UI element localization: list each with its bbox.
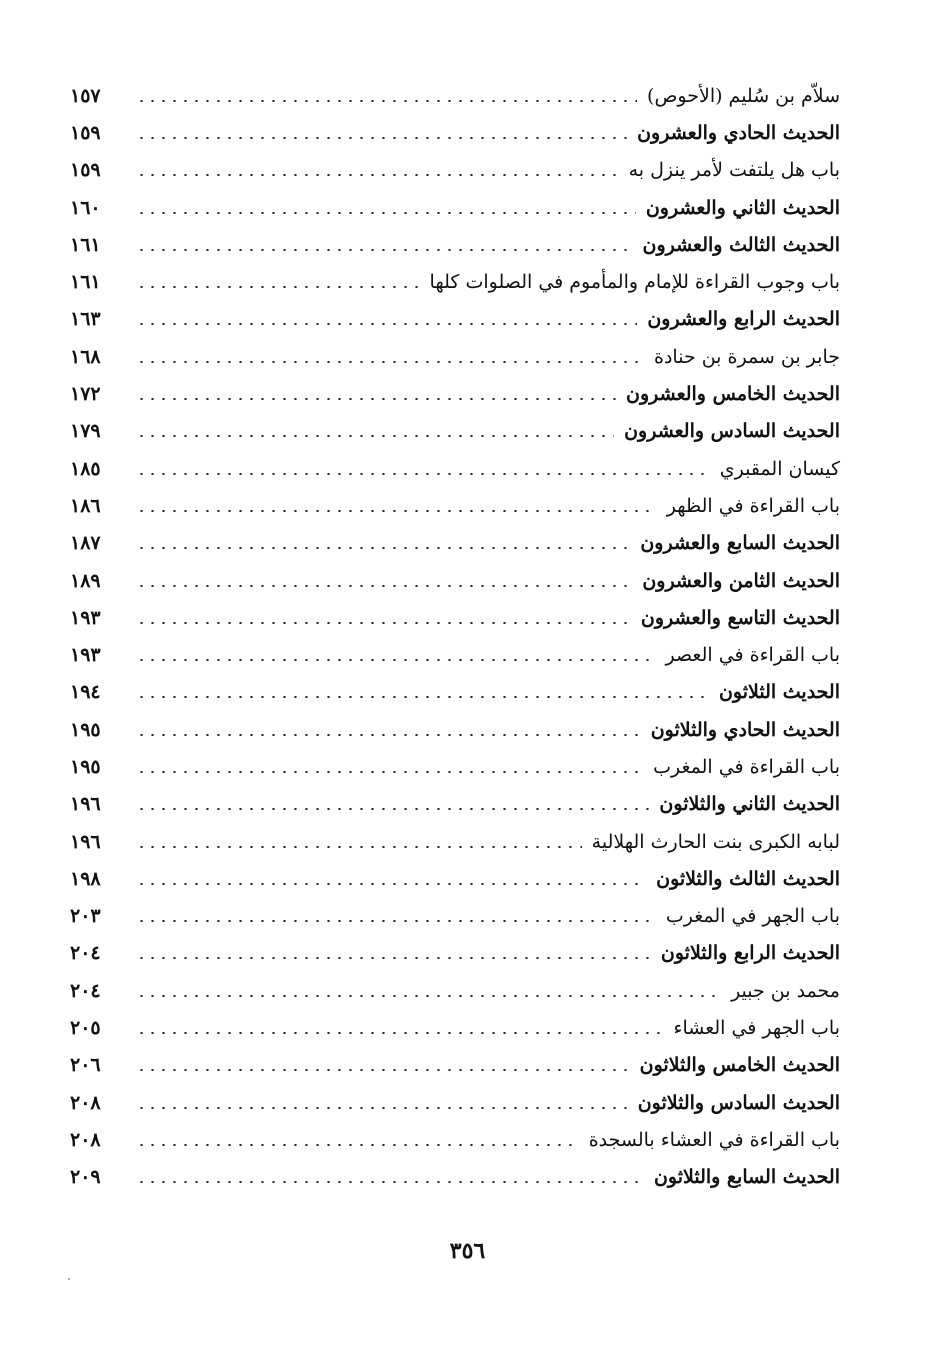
toc-entry-page: ١٧٩ — [70, 420, 101, 443]
toc-entry-page: ١٦٨ — [70, 345, 101, 368]
toc-entry — [70, 189, 840, 226]
dot-leader — [136, 1181, 644, 1183]
toc-entry-page: ٢٠٣ — [70, 905, 101, 928]
toc-entry-page: ٢٠٨ — [70, 1091, 101, 1114]
toc-entry — [70, 263, 840, 300]
toc-entry-page: ١٧٢ — [70, 383, 101, 406]
dot-leader — [136, 1069, 630, 1071]
toc-entry — [70, 748, 840, 785]
toc-entry-page: ١٥٩ — [70, 121, 101, 144]
toc-entry-title: لبابه الكبرى بنت الحارث الهلالية — [591, 830, 840, 853]
toc-entry — [70, 786, 840, 823]
toc-entry — [70, 487, 840, 524]
toc-entry — [70, 935, 840, 972]
dot-leader — [136, 398, 616, 400]
dot-leader — [136, 696, 709, 698]
toc-entry — [70, 860, 840, 897]
dot-leader — [136, 1144, 579, 1146]
toc-entry — [70, 1121, 840, 1158]
toc-entry-title: باب القراءة في المغرب — [653, 755, 840, 778]
toc-entry-page: ١٦٣ — [70, 308, 101, 331]
toc-entry-title: باب القراءة في العشاء بالسجدة — [588, 1128, 840, 1151]
toc-entry-title: الحديث الخامس والعشرون — [626, 383, 840, 406]
dot-leader — [136, 734, 641, 736]
dot-leader — [136, 1032, 664, 1034]
toc-entry-title: باب هل يلتفت لأمر ينزل به — [628, 159, 840, 182]
toc-entry — [70, 338, 840, 375]
dot-leader — [136, 174, 619, 176]
toc-entry — [70, 1159, 840, 1196]
dot-leader — [136, 846, 582, 848]
table-of-contents — [70, 77, 840, 1196]
toc-entry-page: ٢٠٦ — [70, 1054, 101, 1077]
toc-entry — [70, 898, 840, 935]
toc-entry-title: الحديث السادس والعشرون — [624, 420, 840, 443]
toc-entry-page: ١٩٦ — [70, 793, 101, 816]
dot-leader — [136, 361, 644, 363]
toc-entry-page: ١٨٩ — [70, 569, 101, 592]
toc-entry — [70, 562, 840, 599]
toc-entry-title: الحديث الحادي والثلاثون — [650, 718, 840, 741]
dot-leader — [136, 585, 632, 587]
dot-leader — [136, 510, 657, 512]
toc-entry-title: الحديث الثاني والعشرون — [645, 196, 840, 219]
toc-entry — [70, 413, 840, 450]
toc-entry — [70, 972, 840, 1009]
toc-entry-title: الحديث الرابع والثلاثون — [660, 942, 840, 965]
dot-leader — [136, 957, 651, 959]
dot-leader — [136, 100, 637, 102]
toc-entry-title: الحديث السابع والعشرون — [640, 532, 840, 555]
toc-entry — [70, 450, 840, 487]
toc-entry-title: الحديث الثلاثون — [718, 681, 840, 704]
toc-entry — [70, 152, 840, 189]
toc-entry-page: ١٥٧ — [70, 84, 101, 107]
toc-entry — [70, 375, 840, 412]
toc-entry — [70, 114, 840, 151]
toc-entry-page: ١٥٩ — [70, 159, 101, 182]
dot-leader — [136, 547, 630, 549]
dot-leader — [136, 137, 627, 139]
toc-entry-page: ١٩٨ — [70, 867, 101, 890]
toc-entry-page: ٢٠٤ — [70, 942, 101, 965]
toc-entry-page: ١٦١ — [70, 271, 101, 294]
dot-leader — [136, 659, 655, 661]
dot-leader — [136, 323, 637, 325]
toc-entry-title: الحديث السادس والثلاثون — [637, 1091, 840, 1114]
toc-entry-title: الحديث الثاني والثلاثون — [659, 793, 840, 816]
toc-entry — [70, 77, 840, 114]
toc-entry-page: ١٩٥ — [70, 755, 101, 778]
toc-entry — [70, 1047, 840, 1084]
page-number: ٣٥٦ — [449, 1238, 486, 1264]
toc-entry-title: الحديث الثامن والعشرون — [642, 569, 840, 592]
toc-entry-title: الحديث الخامس والثلاثون — [639, 1054, 840, 1077]
toc-entry-title: الحديث الحادي والعشرون — [637, 121, 840, 144]
dot-leader — [136, 435, 614, 437]
toc-entry-title: باب وجوب القراءة للإمام والمأموم في الصلوات كلها — [429, 271, 840, 294]
toc-entry-title: باب القراءة في العصر — [665, 644, 840, 667]
toc-entry-page: ١٩٣ — [70, 644, 101, 667]
toc-entry-title: جابر بن سمرة بن حنادة — [654, 345, 840, 368]
toc-entry-page: ٢٠٩ — [70, 1166, 101, 1189]
toc-entry — [70, 525, 840, 562]
toc-entry — [70, 711, 840, 748]
toc-entry-page: ٢٠٥ — [70, 1017, 101, 1040]
toc-entry-title: الحديث الثالث والعشرون — [642, 233, 840, 256]
toc-entry-page: ٢٠٤ — [70, 979, 101, 1002]
toc-entry-page: ٢٠٨ — [70, 1128, 101, 1151]
dot-leader — [136, 808, 649, 810]
toc-entry — [70, 1084, 840, 1121]
toc-entry-page: ١٨٦ — [70, 494, 101, 517]
toc-entry-title: باب القراءة في الظهر — [666, 494, 840, 517]
toc-entry — [70, 636, 840, 673]
toc-entry-title: محمد بن جبير — [731, 979, 840, 1002]
toc-entry-page: ١٩٣ — [70, 606, 101, 629]
scan-speck — [68, 1278, 70, 1280]
dot-leader — [136, 883, 646, 885]
toc-entry-page: ١٩٤ — [70, 681, 101, 704]
toc-entry — [70, 226, 840, 263]
toc-entry-page: ١٩٦ — [70, 830, 101, 853]
toc-entry — [70, 301, 840, 338]
toc-entry-title: سلاّم بن سُليم (الأحوص) — [647, 84, 840, 107]
dot-leader — [136, 920, 656, 922]
toc-entry-page: ١٦١ — [70, 233, 101, 256]
toc-entry-title: الحديث التاسع والعشرون — [640, 606, 840, 629]
dot-leader — [136, 1107, 628, 1109]
dot-leader — [136, 212, 636, 214]
toc-entry — [70, 823, 840, 860]
toc-entry-title: الحديث الثالث والثلاثون — [656, 867, 840, 890]
toc-entry-title: باب الجهر في العشاء — [673, 1017, 840, 1040]
toc-entry-title: كيسان المقبري — [719, 457, 840, 480]
dot-leader — [136, 286, 420, 288]
toc-entry-page: ١٨٧ — [70, 532, 101, 555]
toc-entry — [70, 674, 840, 711]
toc-entry — [70, 599, 840, 636]
toc-entry-title: الحديث الرابع والعشرون — [647, 308, 840, 331]
toc-entry-page: ١٩٥ — [70, 718, 101, 741]
dot-leader — [136, 473, 710, 475]
toc-entry-page: ١٨٥ — [70, 457, 101, 480]
dot-leader — [136, 622, 631, 624]
dot-leader — [136, 995, 721, 997]
dot-leader — [136, 771, 643, 773]
toc-entry-title: باب الجهر في المغرب — [665, 905, 840, 928]
toc-entry — [70, 1009, 840, 1046]
dot-leader — [136, 249, 633, 251]
toc-entry-page: ١٦٠ — [70, 196, 101, 219]
toc-entry-title: الحديث السابع والثلاثون — [653, 1166, 840, 1189]
